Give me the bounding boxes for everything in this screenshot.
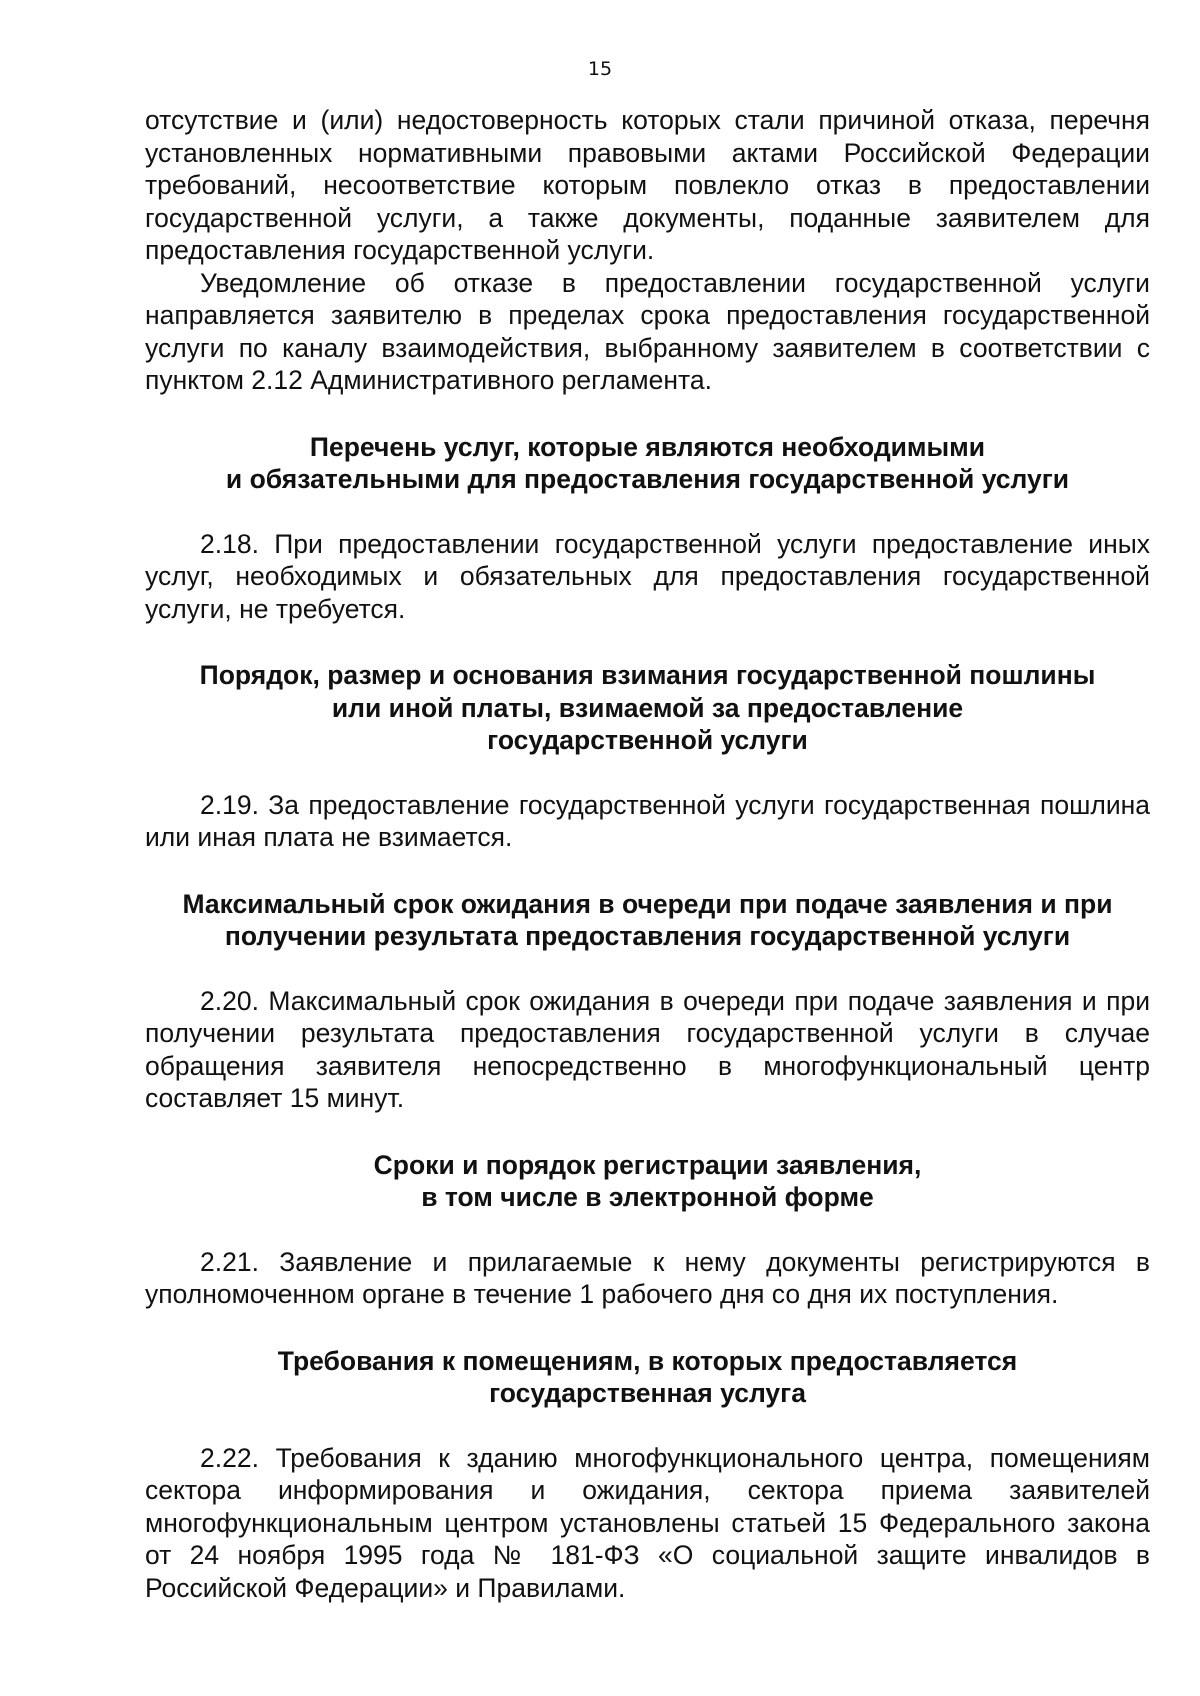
section-heading-line: Максимальный срок ожидания в очереди при подаче заявления и при bbox=[182, 888, 1113, 919]
paragraph: 2.18. При предоставлении государственной услуги предоставление иных услуг, необходимых и обязательных для предоставления государственной услуги, не требуется. bbox=[145, 528, 1150, 624]
section-heading-line: и обязательными для предоставления государственной услуги bbox=[225, 464, 1070, 494]
paragraph: 2.20. Максимальный срок ожидания в очереди при подаче заявления и при получении результата предоставления государственной услуги в случае обращения заявителя непосредственно в многофункциональный центр составляет 15 минут. bbox=[145, 985, 1150, 1113]
section-heading-line: Порядок, размер и основания взимания государственной пошлины bbox=[199, 660, 1096, 690]
section-heading bbox=[145, 888, 1150, 953]
section-heading-line: государственной услуги bbox=[487, 725, 808, 755]
section-heading bbox=[145, 1149, 1150, 1214]
section-heading-line: государственная услуга bbox=[489, 1378, 806, 1408]
section-heading bbox=[145, 431, 1150, 496]
section-heading bbox=[145, 1345, 1150, 1410]
section-heading-line: Сроки и порядок регистрации заявления, bbox=[373, 1149, 922, 1180]
page-number: 15 bbox=[587, 58, 613, 80]
section-heading-line: Перечень услуг, которые являются необходимыми bbox=[309, 431, 986, 462]
document-body bbox=[145, 104, 1150, 1604]
section-heading bbox=[145, 659, 1150, 757]
paragraph: 2.21. Заявление и прилагаемые к нему документы регистрируются в уполномоченном органе в течение 1 рабочего дня со дня их поступления. bbox=[145, 1246, 1150, 1309]
section-heading-line: получении результата предоставления государственной услуги bbox=[224, 921, 1071, 951]
paragraph: отсутствие и (или) недостоверность которых стали причиной отказа, перечня установленных нормативными правовыми актами Российской Федерации требований, несоответствие которым повлекло отказ в предоставлении государственной услуги, а также документы, поданные заявителем для предоставления государственной услуги. bbox=[145, 105, 1150, 265]
section-heading-line: Требования к помещениям, в которых предоставляется bbox=[277, 1345, 1018, 1376]
section-heading-line: или иной платы, взимаемой за предоставление bbox=[331, 692, 964, 723]
paragraph: 2.19. За предоставление государственной услуги государственная пошлина или иная плата не взимается. bbox=[145, 789, 1150, 852]
paragraph: 2.22. Требования к зданию многофункционального центра, помещениям сектора информирования и ожидания, сектора приема заявителей многофункциональным центром установлены статьей 15 Федерального закона от 24 ноября 1995 года № 181-ФЗ «О социальной защите инвалидов в Российской Федерации» и Правилами. bbox=[145, 1442, 1150, 1603]
section-heading-line: в том числе в электронной форме bbox=[421, 1182, 874, 1212]
paragraph: Уведомление об отказе в предоставлении государственной услуги направляется заявителю в пределах срока предоставления государственной услуги по каналу взаимодействия, выбранному заявителем в соответствии с пунктом 2.12 Административного регламента. bbox=[145, 267, 1150, 395]
